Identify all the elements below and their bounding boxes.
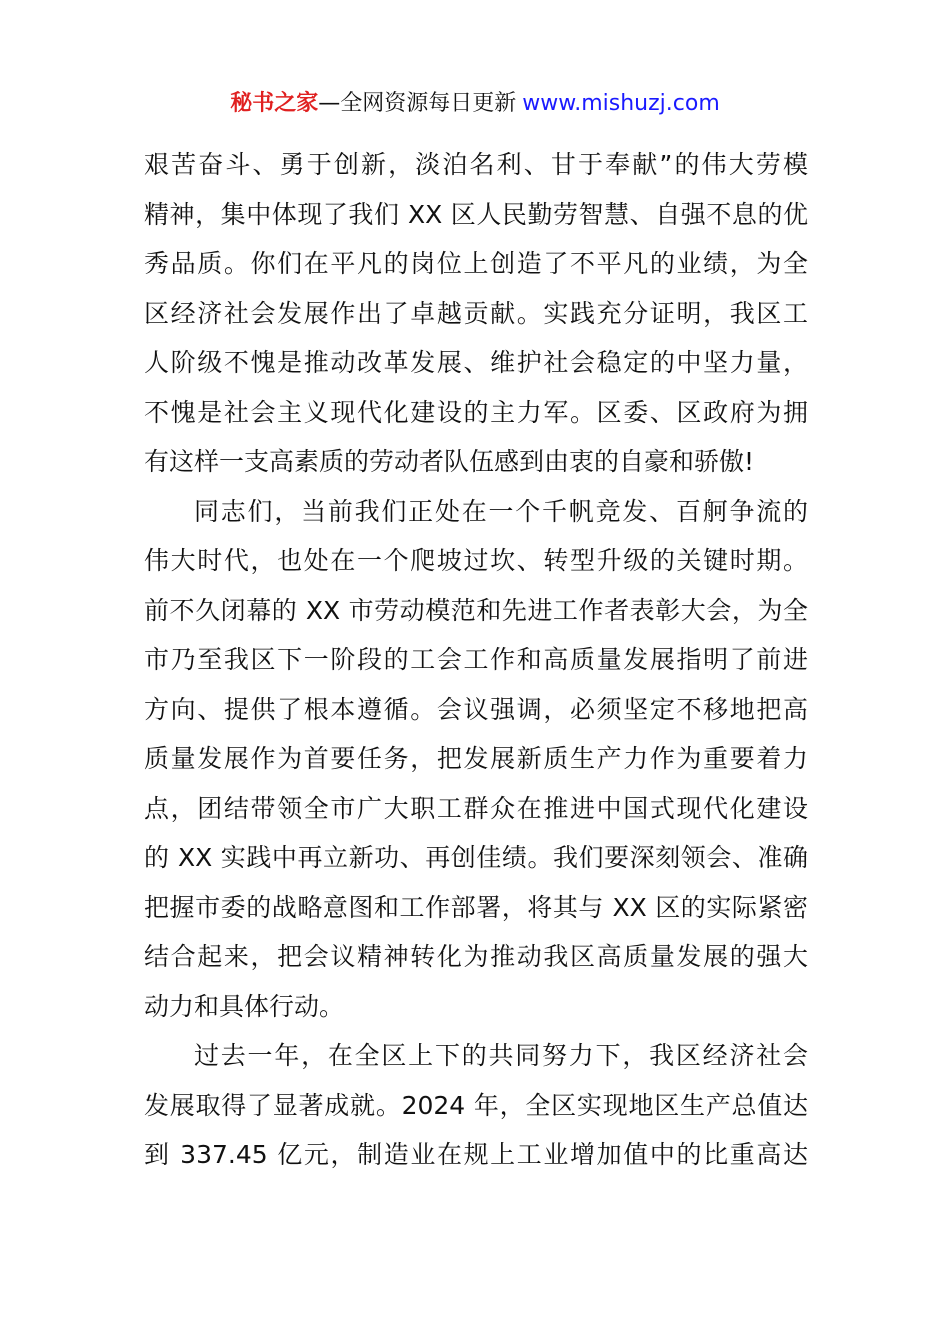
text-line: 前不久闭幕的 XX 市劳动模范和先进工作者表彰大会，为全	[144, 595, 808, 625]
text-line: 把握市委的战略意图和工作部署，将其与 XX 区的实际紧密	[144, 892, 808, 922]
text-line: 到 337.45 亿元，制造业在规上工业增加值中的比重高达	[144, 1140, 808, 1169]
paragraph-first-line: 同志们，当前我们正处在一个千帆竞发、百舸争流的	[194, 496, 808, 526]
text-line: 精神，集中体现了我们 XX 区人民勤劳智慧、自强不息的优	[144, 199, 808, 229]
text-line: 区经济社会发展作出了卓越贡献。实践充分证明，我区工	[144, 298, 808, 328]
site-url-link[interactable]: www.mishuzj.com	[522, 91, 720, 116]
text-line: 的 XX 实践中再立新功、再创佳绩。我们要深刻领会、准确	[144, 843, 808, 872]
text-line: 艰苦奋斗、勇于创新，淡泊名利、甘于奉献”的伟大劳模	[144, 150, 808, 179]
text-line: 人阶级不愧是推动改革发展、维护社会稳定的中坚力量，	[144, 348, 808, 377]
text-line: 点，团结带领全市广大职工群众在推进中国式现代化建设	[144, 793, 808, 823]
text-line: 伟大时代，也处在一个爬坡过坎、转型升级的关键时期。	[144, 546, 808, 575]
text-line: 有这样一支高素质的劳动者队伍感到由衷的自豪和骄傲!	[144, 447, 755, 476]
text-line: 质量发展作为首要任务，把发展新质生产力作为重要着力	[144, 744, 808, 773]
text-line: 秀品质。你们在平凡的岗位上创造了不平凡的业绩，为全	[144, 249, 808, 278]
text-line: 不愧是社会主义现代化建设的主力军。区委、区政府为拥	[144, 397, 808, 427]
text-line: 结合起来，把会议精神转化为推动我区高质量发展的强大	[144, 942, 808, 971]
text-line: 动力和具体行动。	[144, 991, 345, 1021]
site-brand: 秘书之家	[230, 91, 319, 116]
text-line: 方向、提供了根本遵循。会议强调，必须坚定不移地把高	[144, 694, 808, 724]
document-body	[144, 140, 808, 1180]
paragraph-first-line: 过去一年，在全区上下的共同努力下，我区经济社会	[194, 1041, 808, 1070]
site-tagline: —全网资源每日更新	[318, 91, 517, 116]
site-header	[0, 88, 950, 120]
text-line: 市乃至我区下一阶段的工会工作和高质量发展指明了前进	[144, 645, 808, 674]
text-line: 发展取得了显著成就。2024 年，全区实现地区生产总值达	[144, 1090, 808, 1120]
